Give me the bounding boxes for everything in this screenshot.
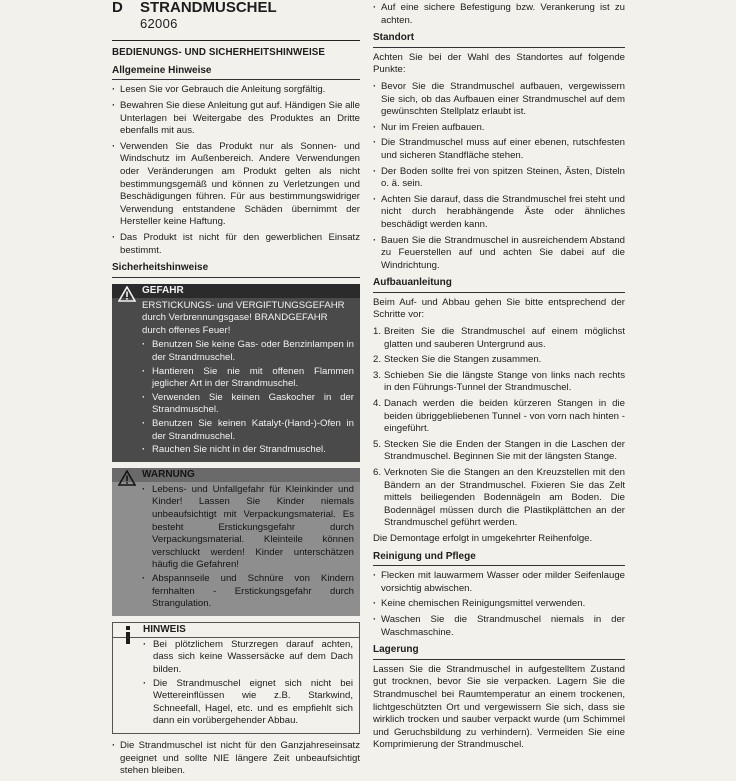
list-item: · Bauen Sie die Strandmuschel in ausreichendem Abstand zu Feuerstellen auf und achten Sie dabei auf die Windrichtung. (373, 235, 625, 273)
list-item: · Bewahren Sie diese Anleitung gut auf. Händigen Sie alle Unterlagen bei Weitergabe des Produktes an Dritte ebenfalls mit aus. (112, 100, 360, 138)
hint-title: HINWEIS (143, 623, 186, 635)
list-item: · Die Strandmuschel muss auf einer ebenen, rutschfesten und sicheren Standfläche stehen. (373, 137, 625, 162)
step-number: 5. (373, 438, 382, 450)
list-item: · Nur im Freien aufbauen. (373, 122, 625, 135)
list-item: · Waschen Sie die Strandmuschel niemals in der Waschmaschine. (373, 614, 625, 639)
safety-heading: Sicherheitshinweise (112, 262, 360, 278)
list-item: · Lesen Sie vor Gebrauch die Anleitung sorgfältig. (112, 84, 360, 97)
step-number: 4. (373, 398, 382, 410)
step-text: Stecken Sie die Stangen zusammen. (384, 354, 542, 366)
safety-after-list (112, 740, 360, 778)
list-item: · Auf eine sichere Befestigung bzw. Verankerung ist zu achten. (373, 2, 625, 27)
danger-box (112, 284, 360, 462)
warning-title: WARNUNG (142, 468, 195, 480)
list-item: · Lebens- und Unfallgefahr für Kleinkinder und Kinder! Lassen Sie Kinder niemals unbeaufsichtigt mit Verpackungsmaterial. Es besteht Erstickungsgefahr durch Verpackungsmaterial. Kleinteile können verschluckt werden! Kinder unterschätzen häufig die Gefahren! (142, 484, 354, 572)
language-code: D (112, 0, 123, 16)
warning-triangle-icon (118, 286, 136, 302)
location-list (373, 81, 625, 272)
list-item: · Rauchen Sie nicht in der Strandmuschel. (142, 444, 354, 457)
storage-text: Lassen Sie die Strandmuschel in aufgestelltem Zustand gut trocknen, bevor Sie sie verpacken. Lagern Sie die Strandmuschel bei Raumtemperatur an einem trockenen, lichtgeschützten Ort und vergewissern Sie sich, dass sie wirklich trocken und sauber verpackt wurde (um Schimmel und Geruchsbildung zu verhindern). Vermeiden Sie eine Komprimierung der Strandmuschel. (373, 663, 625, 751)
list-item: · Flecken mit lauwarmem Wasser oder milder Seifenlauge vorsichtig abwischen. (373, 570, 625, 595)
storage-heading: Lagerung (373, 644, 625, 660)
step-text: Schieben Sie die längste Stange von links nach rechts in den Führungs-Tunnel der Strandmuschel. (384, 369, 625, 394)
location-intro: Achten Sie bei der Wahl des Standortes auf folgende Punkte: (373, 51, 625, 76)
list-item: · Verwenden Sie das Produkt nur als Sonnen- und Windschutz im Außenbereich. Andere Verwendungen oder Veränderungen am Produkt gelten als nicht bestimmungsgemäß und können zu Verletzungen und Beschädigungen führen. Für aus bestimmungswidriger Verwendung entstandene Schäden übernimmt der Hersteller keine Haftung. (112, 141, 360, 229)
assembly-outro: Die Demontage erfolgt in umgekehrter Reihenfolge. (373, 532, 593, 544)
step-text: Breiten Sie die Strandmuschel auf einem möglichst glatten und sauberen Untergrund aus. (384, 326, 625, 350)
location-heading: Standort (373, 32, 625, 48)
assembly-heading: Aufbauanleitung (373, 277, 625, 293)
step-text: Danach werden die beiden kürzeren Stangen in die beiden übriggebliebenen Tunnel - von vorn nach hinten - eingeführt. (384, 398, 625, 435)
general-list (112, 84, 360, 257)
warning-list (142, 484, 354, 611)
step-item (373, 467, 625, 530)
info-icon (119, 625, 137, 645)
continued-list (373, 2, 625, 27)
assembly-steps (373, 326, 625, 530)
list-item: · Benutzen Sie keine Gas- oder Benzinlampen in der Strandmuschel. (142, 339, 354, 364)
step-number: 6. (373, 467, 382, 478)
article-number: 62006 (140, 15, 178, 31)
right-column (373, 0, 625, 756)
step-item (373, 370, 625, 395)
assembly-intro: Beim Auf- und Abbau gehen Sie bitte entsprechend der Schritte vor: (373, 296, 625, 321)
header-divider (112, 40, 360, 41)
list-item: · Benutzen Sie keinen Katalyt-(Hand-)-Ofen in der Strandmuschel. (142, 418, 354, 443)
step-text: Stecken Sie die Enden der Stangen in die Laschen der Strandmuschel. Beginnen Sie mit der längsten Stange. (384, 438, 625, 463)
list-item: · Bei plötzlichem Sturzregen darauf achten, dass sich keine Wassersäcke auf dem Dach bilden. (143, 639, 353, 677)
step-number: 1. (373, 326, 382, 338)
danger-lead: ERSTICKUNGS- und VERGIFTUNGSGEFAHR durch Verbrennungsgase! BRANDGEFAHR durch offenes Feuer! (142, 299, 345, 336)
step-text: Verknoten Sie die Stangen an den Kreuzstellen mit den Bändern an der Strandmuschel. Fixieren Sie das Zelt mittels beiliegenden Bodennägeln am Boden. Die Bodennägel müssen durch die Plastikplättchen an der Strandmuschel geführt werden. (384, 467, 625, 529)
danger-list (142, 339, 354, 456)
list-item: · Achten Sie darauf, dass die Strandmuschel frei steht und nicht durch herabhängende Äste oder ähnliches beschädigt werden kann. (373, 194, 625, 232)
danger-title: GEFAHR (142, 284, 184, 296)
main-heading: BEDIENUNGS- UND SICHERHEITSHINWEISE (112, 47, 326, 59)
cleaning-list (373, 570, 625, 639)
list-item: · Der Boden sollte frei von spitzen Steinen, Ästen, Disteln o. ä. sein. (373, 166, 625, 191)
step-item (373, 398, 625, 436)
warning-box (112, 468, 360, 616)
step-number: 2. (373, 354, 382, 366)
step-number: 3. (373, 369, 382, 381)
document-title: STRANDMUSCHEL (140, 0, 277, 16)
list-item: · Das Produkt ist nicht für den gewerblichen Einsatz bestimmt. (112, 232, 360, 257)
warning-triangle-icon (118, 470, 136, 486)
document-header (112, 2, 360, 15)
cleaning-heading: Reinigung und Pflege (373, 551, 625, 567)
list-item: · Die Strandmuschel eignet sich nicht bei Wettereinflüssen wie z.B. Starkwind, Schneefall, Hagel, etc. und es empfiehlt sich dann ein vorübergehender Abbau. (143, 678, 353, 728)
list-item: · Hantieren Sie nie mit offenen Flammen jeglicher Art in der Strandmuschel. (142, 366, 354, 391)
step-item (373, 439, 625, 464)
general-heading: Allgemeine Hinweise (112, 65, 360, 81)
list-item: · Keine chemischen Reinigungsmittel verwenden. (373, 598, 625, 611)
step-item (373, 326, 625, 351)
list-item: · Bevor Sie die Strandmuschel aufbauen, vergewissern Sie sich, ob das Aufbauen einer Strandmuschel auf dem gewünschten Stellplatz erlaubt ist. (373, 81, 625, 119)
list-item: · Abspannseile und Schnüre von Kindern fernhalten - Erstickungsgefahr durch Strangulation. (142, 573, 354, 611)
list-item: · Die Strandmuschel ist nicht für den Ganzjahreseinsatz geeignet und sollte NIE längere Zeit unbeaufsichtigt stehen bleiben. (112, 740, 360, 778)
step-item (373, 354, 625, 367)
hint-list (143, 639, 353, 728)
list-item: · Verwenden Sie keinen Gaskocher in der Strandmuschel. (142, 392, 354, 417)
hint-box (112, 622, 360, 734)
left-column (112, 0, 360, 781)
